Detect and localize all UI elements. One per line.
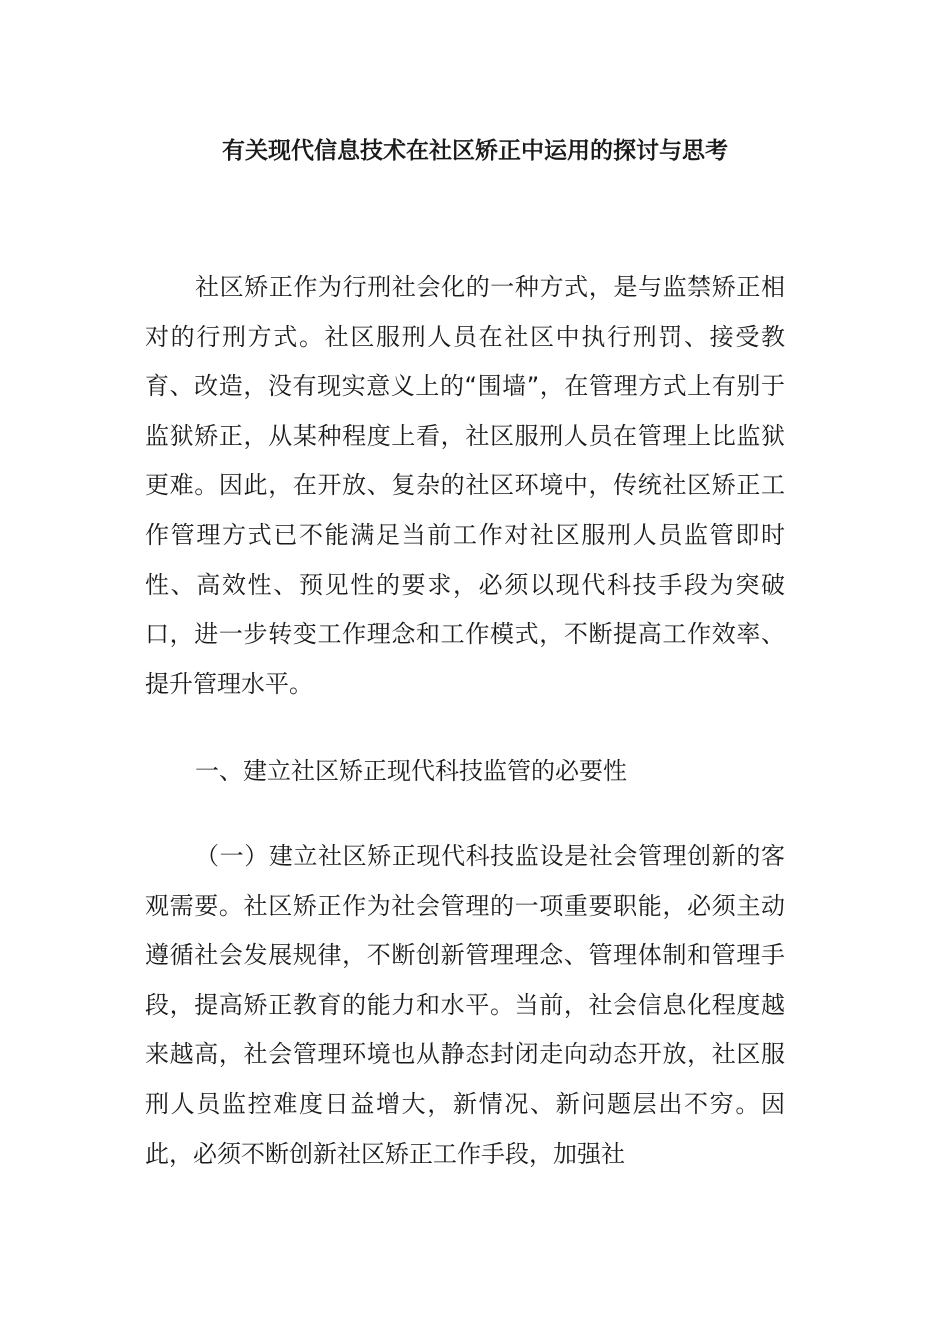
paragraph-text: （一）建立社区矫正现代科技监设是社会管理创新的客观需要。社区矫正作为社会管理的一项重要职能，必须主动遵循社会发展规律，不断创新管理理念、管理体制和管理手段，提高矫正教育的能力和水平。当前，社会信息化程度越来越高，社会管理环境也从静态封闭走向动态开放，社区服刑人员监控难度日益增大，新情况、新问题层出不穷。因此，必须不断创新社区矫正工作手段，加强社 [145, 842, 785, 1168]
paragraph-section-1-1 [145, 832, 785, 1179]
paragraph-intro [145, 263, 785, 709]
section-heading [145, 747, 785, 797]
document-title: 有关现代信息技术在社区矫正中运用的探讨与思考 [222, 138, 728, 164]
paragraph-text: 社区矫正作为行刑社会化的一种方式，是与监禁矫正相对的行刑方式。社区服刑人员在社区中执行刑罚、接受教育、改造，没有现实意义上的“围墙”，在管理方式上有别于监狱矫正，从某种程度上看，社区服刑人员在管理上比监狱更难。因此，在开放、复杂的社区环境中，传统社区矫正工作管理方式已不能满足当前工作对社区服刑人员监管即时性、高效性、预见性的要求，必须以现代科技手段为突破口，进一步转变工作理念和工作模式，不断提高工作效率、提升管理水平。 [145, 273, 785, 698]
section-heading-text: 一、建立社区矫正现代科技监管的必要性 [195, 757, 627, 785]
